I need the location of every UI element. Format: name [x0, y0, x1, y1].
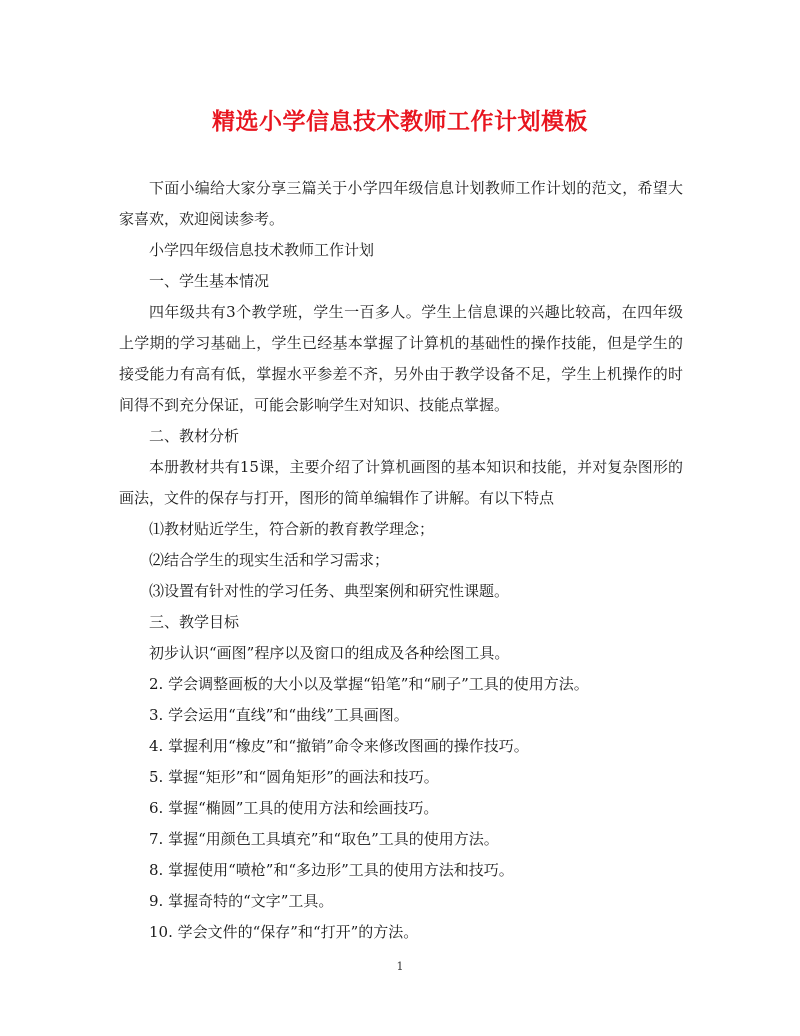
materials-paragraph: 本册教材共有15课，主要介绍了计算机画图的基本知识和技能，并对复杂图形的画法，文件的保存与打开，图形的简单编辑作了讲解。有以下特点	[119, 458, 683, 507]
goal-item-9: 9. 掌握奇特的“文字”工具。	[149, 892, 334, 910]
plan-heading: 小学四年级信息技术教师工作计划	[149, 241, 375, 259]
goal-item-8: 8. 掌握使用“喷枪”和“多边形”工具的使用方法和技巧。	[149, 861, 514, 879]
feature-item-2: ⑵结合学生的现实生活和学习需求；	[149, 551, 390, 569]
goal-item-6: 6. 掌握“椭圆”工具的使用方法和绘画技巧。	[149, 799, 439, 817]
goal-item-4: 4. 掌握利用“橡皮”和“撤销”命令来修改图画的操作技巧。	[149, 737, 529, 755]
section-heading-students: 一、学生基本情况	[149, 272, 270, 290]
page-number: 1	[396, 960, 404, 973]
feature-item-1: ⑴教材贴近学生，符合新的教育教学理念；	[149, 520, 435, 538]
section-heading-materials: 二、教材分析	[149, 427, 240, 445]
intro-paragraph: 下面小编给大家分享三篇关于小学四年级信息计划教师工作计划的范文，希望大家喜欢，欢迎阅读参考。	[119, 179, 683, 228]
feature-item-3: ⑶设置有针对性的学习任务、典型案例和研究性课题。	[149, 582, 510, 600]
goal-item-1: 初步认识“画图”程序以及窗口的组成及各种绘图工具。	[149, 644, 510, 662]
section-heading-goals: 三、教学目标	[149, 613, 240, 631]
students-paragraph: 四年级共有3个教学班，学生一百多人。学生上信息课的兴趣比较高，在四年级上学期的学习基础上，学生已经基本掌握了计算机的基础性的操作技能，但是学生的接受能力有高有低，掌握水平参差不齐，另外由于教学设备不足，学生上机操作的时间得不到充分保证，可能会影响学生对知识、技能点掌握。	[119, 303, 683, 414]
document-title: 精选小学信息技术教师工作计划模板	[212, 108, 588, 135]
goal-item-2: 2. 学会调整画板的大小以及掌握“铅笔”和“刷子”工具的使用方法。	[149, 675, 589, 693]
document-body	[119, 173, 683, 948]
goal-item-3: 3. 学会运用“直线”和“曲线”工具画图。	[149, 706, 409, 724]
goal-item-10: 10. 学会文件的“保存”和“打开”的方法。	[149, 923, 419, 941]
goal-item-5: 5. 掌握“矩形”和“圆角矩形”的画法和技巧。	[149, 768, 439, 786]
goal-item-7: 7. 掌握“用颜色工具填充”和“取色”工具的使用方法。	[149, 830, 499, 848]
